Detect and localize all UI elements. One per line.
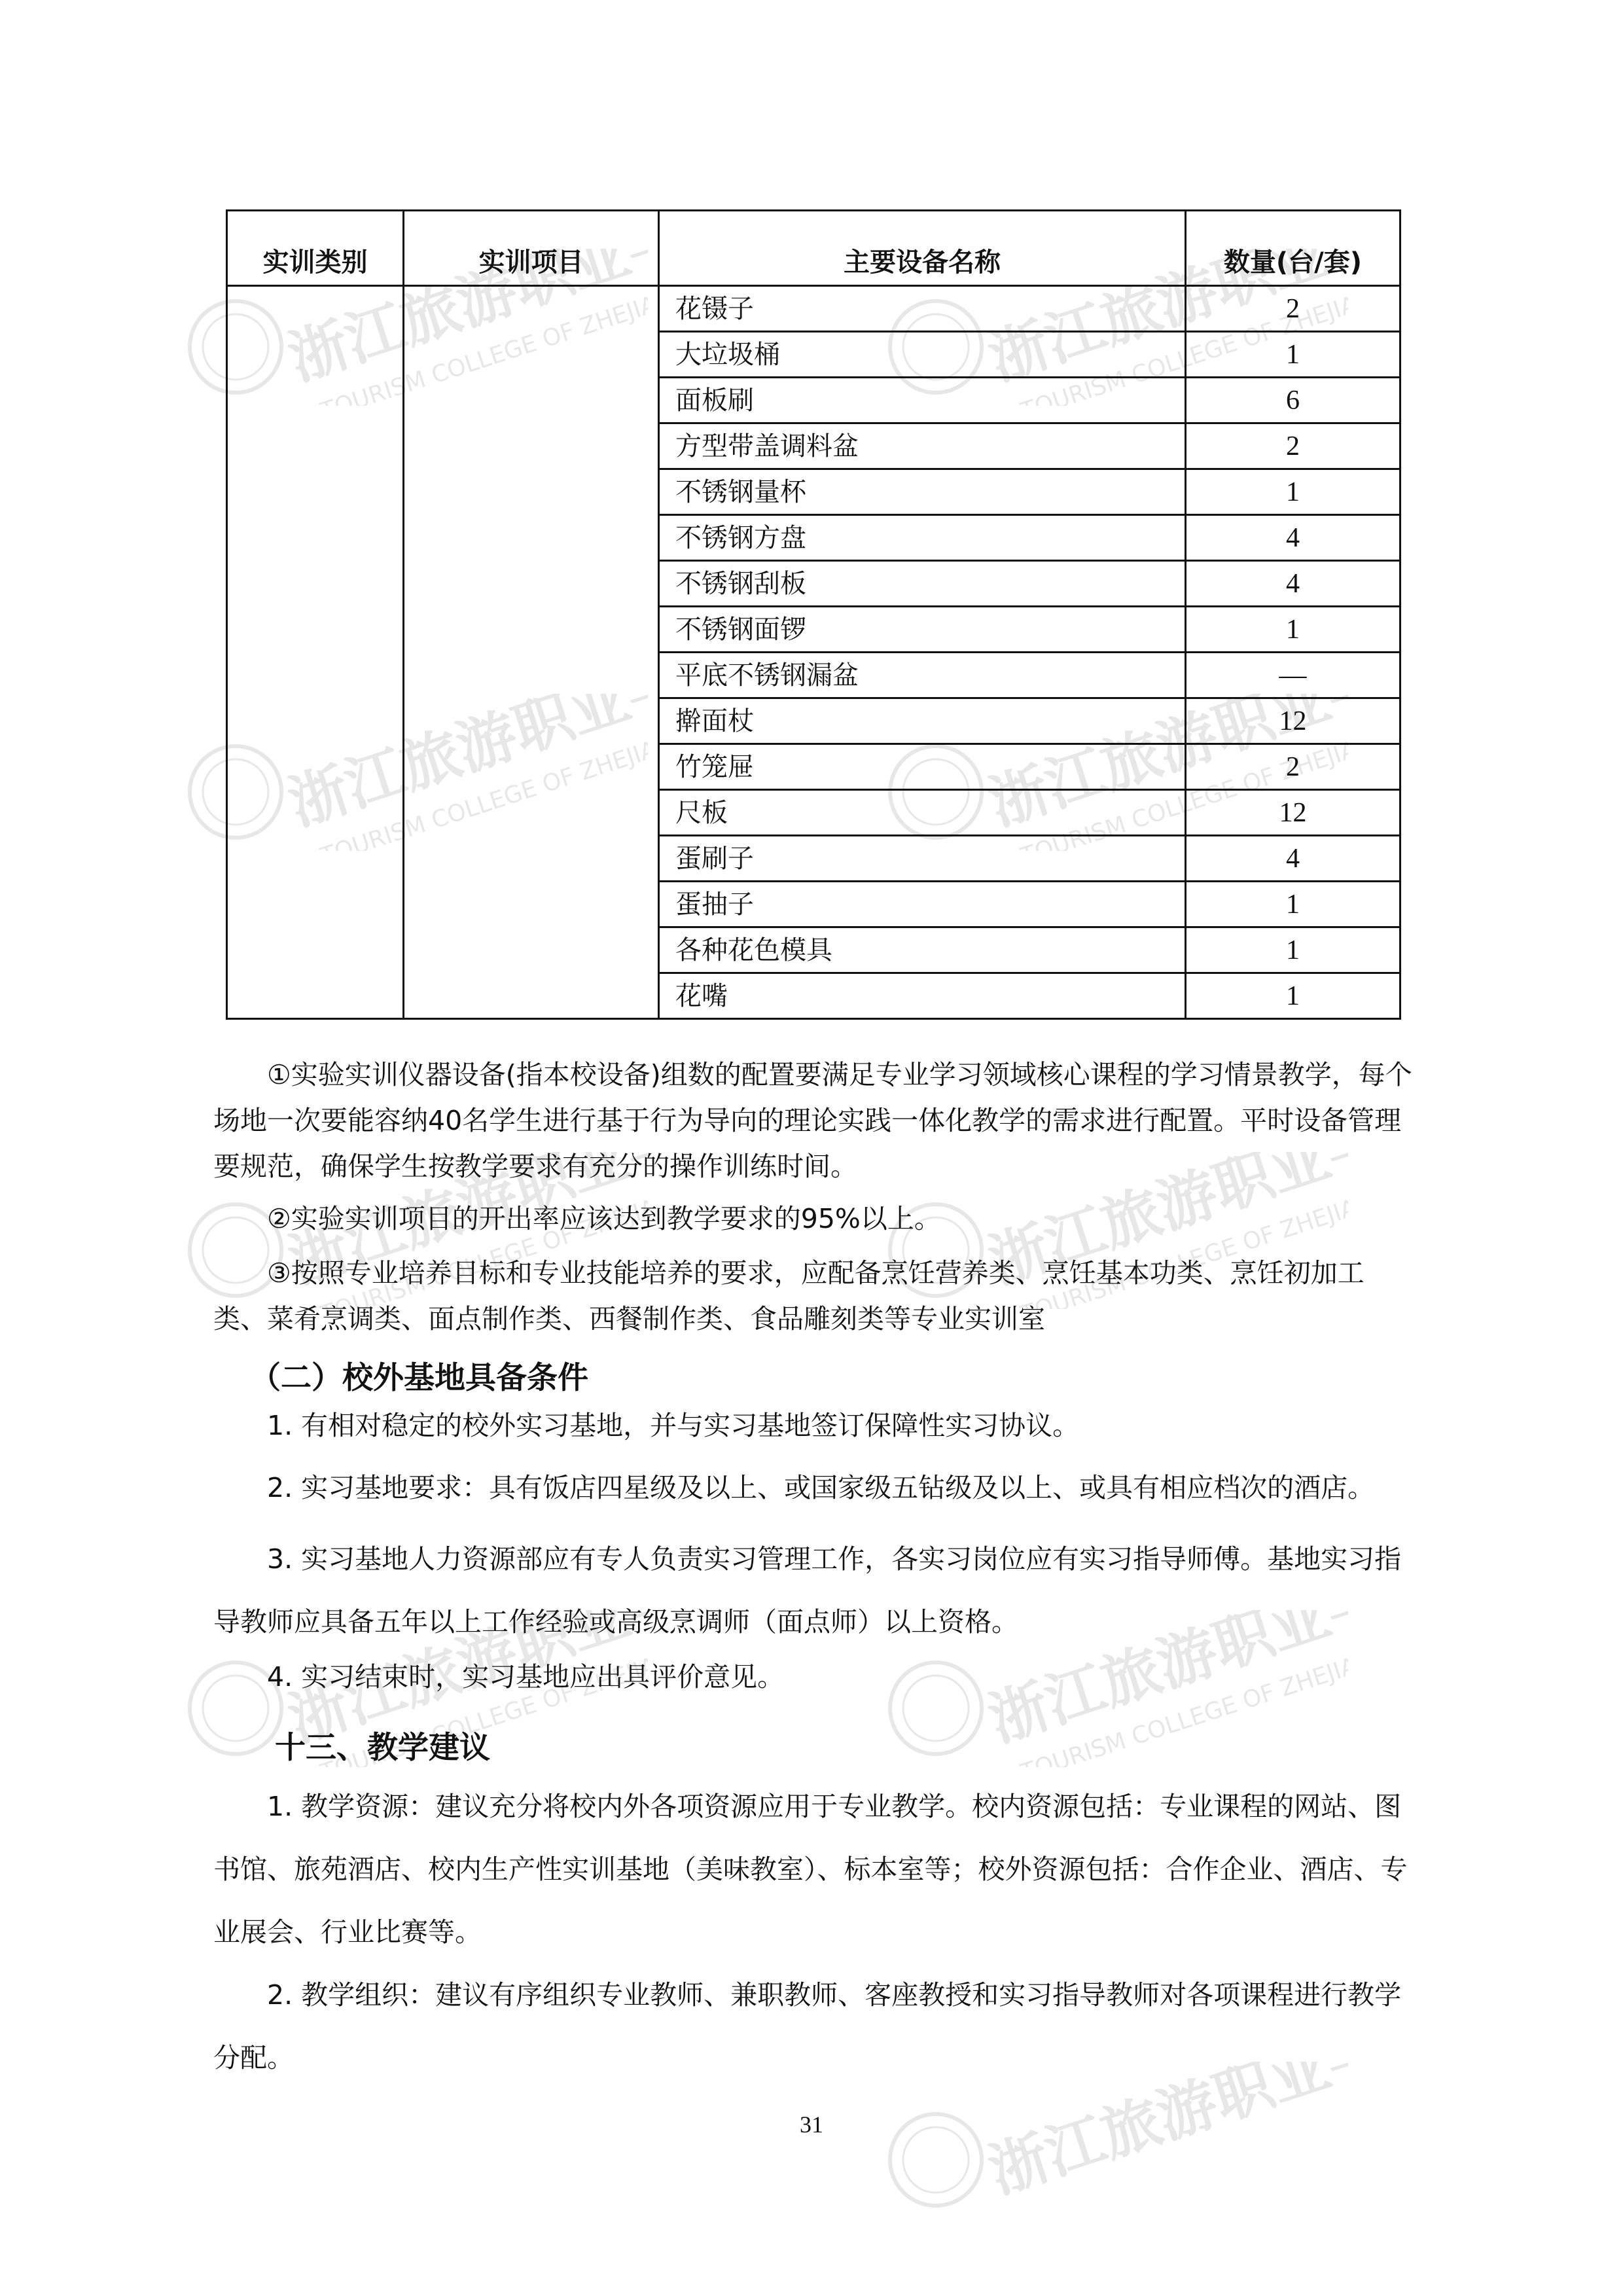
watermark-cn: 浙江旅游职业学院 [980, 694, 1348, 839]
equipment-name: 尺板 [659, 790, 1186, 836]
equipment-name: 面板刷 [659, 378, 1186, 423]
header-project: 实训项目 [404, 211, 659, 286]
equipment-name: 花镊子 [659, 286, 1186, 332]
watermark-cn: 浙江旅游职业学院 [280, 694, 648, 839]
equipment-name: 不锈钢刮板 [659, 561, 1186, 607]
offcampus-item-3: 3. 实习基地人力资源部应有专人负责实习管理工作，各实习岗位应有实习指导师傅。基地实习指导教师应具备五年以上工作经验或高级烹调师（面点师）以上资格。 [213, 1543, 1402, 1638]
watermark-en: TOURISM COLLEGE OF ZHEJIANG [317, 279, 648, 406]
equipment-name: 蛋抽子 [659, 882, 1186, 927]
watermark-cn: 浙江旅游职业学院 [280, 249, 648, 394]
equipment-qty: 4 [1186, 836, 1400, 882]
equipment-qty: 1 [1186, 973, 1400, 1019]
equipment-name: 竹笼屉 [659, 744, 1186, 790]
equipment-name: 各种花色模具 [659, 927, 1186, 973]
equipment-qty: 1 [1186, 607, 1400, 653]
teaching-item-1: 1. 教学资源：建议充分将校内外各项资源应用于专业教学。校内资源包括：专业课程的网站、图书馆、旅苑酒店、校内生产性实训基地（美味教室）、标本室等；校外资源包括：合作企业、酒店、专业展会、行业比赛等。 [213, 1791, 1408, 1948]
table-header-row [227, 211, 1400, 286]
watermark-cn: 浙江旅游职业学院 [980, 2062, 1348, 2207]
equipment-qty: 4 [1186, 561, 1400, 607]
equipment-name: 不锈钢面锣 [659, 607, 1186, 653]
watermark-en: TOURISM COLLEGE OF ZHEJIANG [317, 725, 648, 851]
offcampus-item-1: 1. 有相对稳定的校外实习基地，并与实习基地签订保障性实习协议。 [267, 1410, 1080, 1441]
note-paragraph-3: ③按照专业培养目标和专业技能培养的要求，应配备烹饪营养类、烹饪基本功类、烹饪初加工类、菜肴烹调类、面点制作类、西餐制作类、食品雕刻类等专业实训室 [213, 1257, 1364, 1335]
offcampus-item-4: 4. 实习结束时，实习基地应出具评价意见。 [267, 1661, 785, 1693]
equipment-name: 花嘴 [659, 973, 1186, 1019]
equipment-name: 平底不锈钢漏盆 [659, 653, 1186, 698]
watermark-en: TOURISM COLLEGE OF ZHEJIANG [317, 1641, 648, 1767]
equipment-table [226, 209, 1401, 1020]
equipment-qty: 1 [1186, 469, 1400, 515]
header-category: 实训类别 [227, 211, 404, 286]
header-quantity: 数量(台/套) [1186, 211, 1400, 286]
equipment-qty: 12 [1186, 698, 1400, 744]
equipment-name: 擀面杖 [659, 698, 1186, 744]
watermark-cn: 浙江旅游职业学院 [280, 1610, 648, 1755]
watermark-en: TOURISM COLLEGE OF ZHEJIANG [1018, 725, 1348, 851]
equipment-name: 方型带盖调料盆 [659, 423, 1186, 469]
equipment-name: 不锈钢量杯 [659, 469, 1186, 515]
teaching-item-2: 2. 教学组织：建议有序组织专业教师、兼职教师、客座教授和实习指导教师对各项课程进行教学分配。 [213, 1979, 1402, 2073]
watermark-en: TOURISM COLLEGE OF ZHEJIANG [1018, 1183, 1348, 1309]
section-heading-teaching: 十三、教学建议 [275, 1730, 490, 1766]
category-cell [227, 286, 404, 1019]
equipment-name: 大垃圾桶 [659, 332, 1186, 378]
equipment-qty: 1 [1186, 927, 1400, 973]
watermark-cn: 浙江旅游职业学院 [280, 1152, 648, 1297]
header-equipment: 主要设备名称 [659, 211, 1186, 286]
watermark-en: TOURISM COLLEGE OF ZHEJIANG [1018, 279, 1348, 406]
watermark-cn: 浙江旅游职业学院 [980, 249, 1348, 394]
table-row [227, 286, 1400, 332]
equipment-qty: 12 [1186, 790, 1400, 836]
equipment-qty: 4 [1186, 515, 1400, 561]
project-cell [404, 286, 659, 1019]
note-paragraph-2: ②实验实训项目的开出率应该达到教学要求的95%以上。 [267, 1203, 941, 1234]
equipment-qty: — [1186, 653, 1400, 698]
equipment-qty: 1 [1186, 332, 1400, 378]
offcampus-item-2: 2. 实习基地要求：具有饭店四星级及以上、或国家级五钻级及以上、或具有相应档次的酒店。 [267, 1472, 1375, 1503]
watermark-cn: 浙江旅游职业学院 [980, 1610, 1348, 1755]
equipment-name: 不锈钢方盘 [659, 515, 1186, 561]
equipment-qty: 2 [1186, 423, 1400, 469]
watermark-cn: 浙江旅游职业学院 [980, 1152, 1348, 1297]
equipment-qty: 6 [1186, 378, 1400, 423]
page-number: 31 [800, 2111, 823, 2138]
equipment-qty: 2 [1186, 286, 1400, 332]
note-paragraph-1: ①实验实训仪器设备(指本校设备)组数的配置要满足专业学习领域核心课程的学习情景教学，每个场地一次要能容纳40名学生进行基于行为导向的理论实践一体化教学的需求进行配置。平时设备管理要规范，确保学生按教学要求有充分的操作训练时间。 [213, 1059, 1412, 1182]
equipment-name: 蛋刷子 [659, 836, 1186, 882]
watermark-en: TOURISM COLLEGE OF ZHEJIANG [1018, 1641, 1348, 1767]
equipment-qty: 2 [1186, 744, 1400, 790]
watermark-en: TOURISM COLLEGE OF ZHEJIANG [317, 1183, 648, 1309]
equipment-qty: 1 [1186, 882, 1400, 927]
section-heading-offcampus: （二）校外基地具备条件 [250, 1360, 588, 1396]
